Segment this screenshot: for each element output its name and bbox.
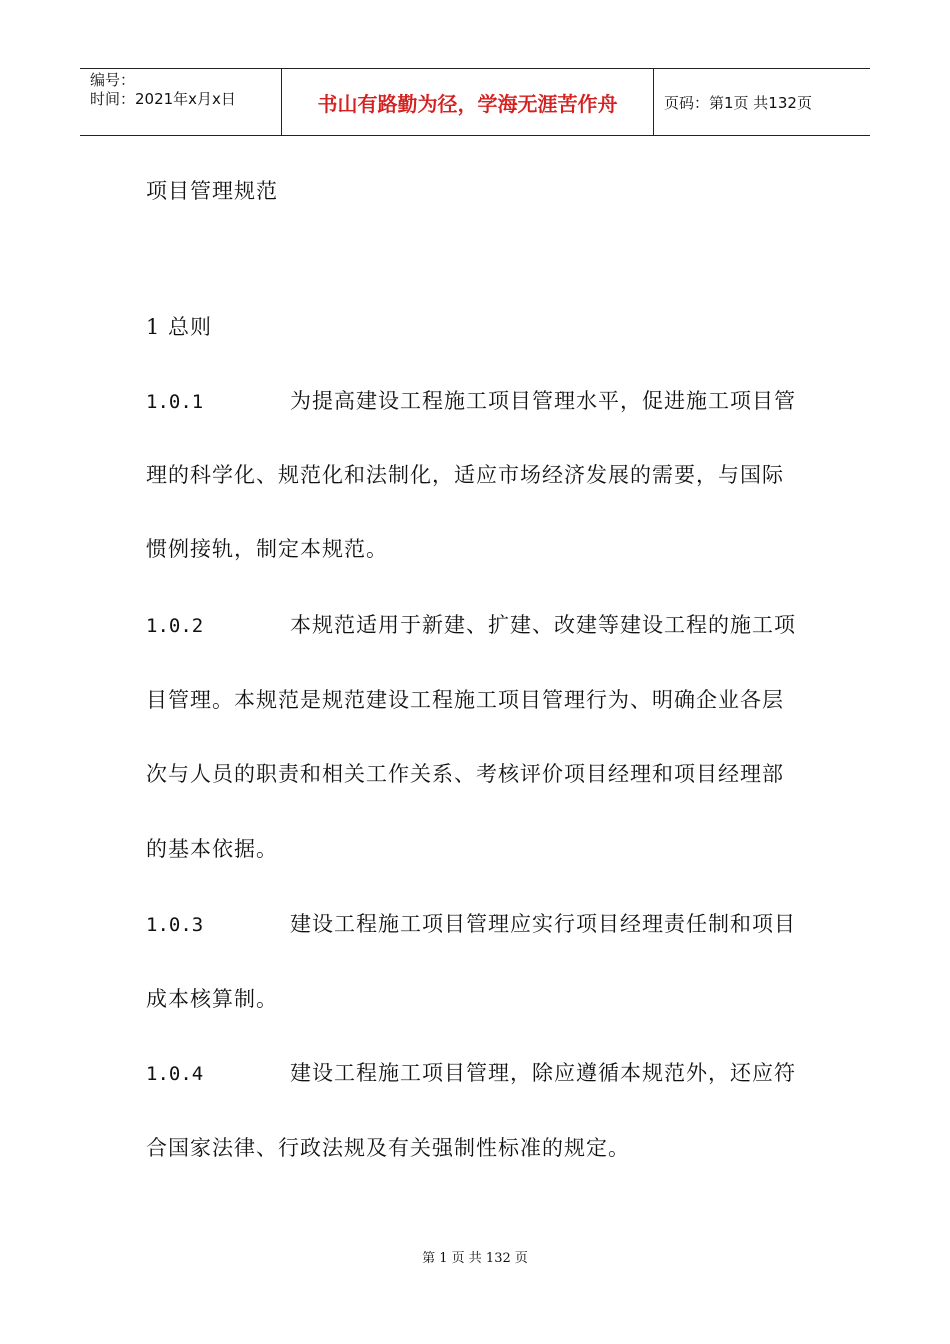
clause-number: 1.0.1 (146, 391, 204, 413)
clause-text: 为提高建设工程施工项目管理水平，促进施工项目管 (290, 389, 796, 413)
clause-1-0-2 (146, 609, 796, 639)
page-header (80, 68, 870, 136)
clause-number: 1.0.3 (146, 914, 204, 936)
clause-text: 本规范适用于新建、扩建、改建等建设工程的施工项 (290, 613, 796, 637)
header-meta (80, 69, 281, 135)
clause-text: 建设工程施工项目管理，除应遵循本规范外，还应符 (290, 1061, 796, 1085)
clause-text-line: 目管理。本规范是规范建设工程施工项目管理行为、明确企业各层 (146, 688, 784, 712)
section-heading: 1 总则 (146, 315, 213, 339)
clause-1-0-3 (146, 908, 796, 938)
clause-number: 1.0.2 (146, 615, 204, 637)
clause-text-line: 合国家法律、行政法规及有关强制性标准的规定。 (146, 1136, 630, 1160)
document-title: 项目管理规范 (146, 179, 278, 203)
clause-text-line: 惯例接轨，制定本规范。 (146, 537, 388, 561)
header-motto: 书山有路勤为径，学海无涯苦作舟 (281, 69, 654, 135)
clause-1-0-4 (146, 1057, 796, 1087)
clause-text-line: 次与人员的职责和相关工作关系、考核评价项目经理和项目经理部 (146, 762, 784, 786)
document-number-label: 编号： (90, 71, 136, 89)
clause-text-line: 理的科学化、规范化和法制化，适应市场经济发展的需要，与国际 (146, 463, 784, 487)
document-date: 时间：2021年x月x日 (90, 90, 236, 108)
header-page-info: 页码：第1页 共132页 (664, 93, 812, 112)
clause-1-0-1 (146, 385, 796, 415)
page-footer: 第 1 页 共 132 页 (422, 1251, 528, 1266)
clause-number: 1.0.4 (146, 1063, 204, 1085)
clause-text: 建设工程施工项目管理应实行项目经理责任制和项目 (290, 912, 796, 936)
clause-text-line: 的基本依据。 (146, 837, 278, 861)
clause-text-line: 成本核算制。 (146, 987, 278, 1011)
